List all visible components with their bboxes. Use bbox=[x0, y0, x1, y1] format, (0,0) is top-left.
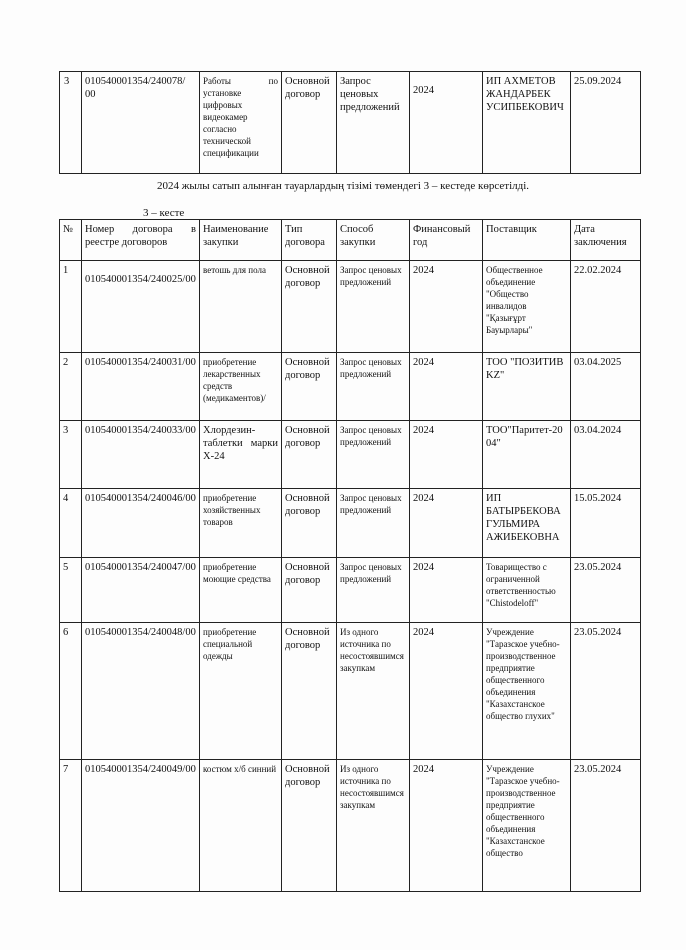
purchase-method: Запрос ценовых предложений bbox=[337, 72, 410, 174]
purchase-name: приобретение хозяйственных товаров bbox=[200, 489, 282, 558]
purchase-name: ветошь для пола bbox=[200, 261, 282, 353]
contract-date: 15.05.2024 bbox=[571, 489, 641, 558]
financial-year: 2024 bbox=[410, 489, 483, 558]
contract-date: 23.05.2024 bbox=[571, 760, 641, 892]
contract-date: 23.05.2024 bbox=[571, 623, 641, 760]
contract-type: Основной договор bbox=[282, 261, 337, 353]
purchase-method: Запрос ценовых предложений bbox=[337, 489, 410, 558]
purchase-name: приобретение лекарственных средств (медикаментов)/ bbox=[200, 353, 282, 421]
purchase-method: Запрос ценовых предложений bbox=[337, 421, 410, 489]
contract-type: Основной договор bbox=[282, 72, 337, 174]
row-number: 3 bbox=[60, 421, 82, 489]
purchases-table bbox=[59, 219, 641, 892]
table-row bbox=[60, 623, 641, 760]
supplier: Общественное объединение "Общество инвалидов "Қазығұрт Бауырлары" bbox=[483, 261, 571, 353]
financial-year: 2024 bbox=[410, 353, 483, 421]
contract-type: Основной договор bbox=[282, 623, 337, 760]
purchase-name: костюм х/б синний bbox=[200, 760, 282, 892]
contract-number: 010540001354/240048/00 bbox=[82, 623, 200, 760]
contract-number: 010540001354/240047/00 bbox=[82, 558, 200, 623]
supplier: ТОО"Паритет-2004" bbox=[483, 421, 571, 489]
purchase-name: Хлордезин-таблетки марки Х-24 bbox=[200, 421, 282, 489]
table-row bbox=[60, 72, 641, 174]
table-row bbox=[60, 353, 641, 421]
table-row bbox=[60, 421, 641, 489]
contract-type: Основной договор bbox=[282, 489, 337, 558]
financial-year: 2024 bbox=[410, 261, 483, 353]
purchase-method: Из одного источника по несостоявшимся закупкам bbox=[337, 623, 410, 760]
contract-type: Основной договор bbox=[282, 558, 337, 623]
financial-year: 2024 bbox=[410, 421, 483, 489]
supplier: ИП АХМЕТОВ ЖАНДАРБЕК УСИПБЕКОВИЧ bbox=[483, 72, 571, 174]
supplier: Учреждение "Таразское учебно-производственное предприятие общественного объединения "Казахстанское общество bbox=[483, 760, 571, 892]
contract-type: Основной договор bbox=[282, 421, 337, 489]
table-row bbox=[60, 261, 641, 353]
supplier: Учреждение "Таразское учебно-производственное предприятие общественного объединения "Казахстанское общество глухих" bbox=[483, 623, 571, 760]
purchase-name: приобретение моющие средства bbox=[200, 558, 282, 623]
header-date: Дата заключения bbox=[571, 220, 641, 261]
table-number: 3 – кесте bbox=[143, 207, 185, 219]
contract-number: 010540001354/240046/00 bbox=[82, 489, 200, 558]
purchase-name: Работы по установке цифровых видеокамер согласно технической спецификации bbox=[200, 72, 282, 174]
table-row bbox=[60, 760, 641, 892]
header-type: Тип договора bbox=[282, 220, 337, 261]
financial-year: 2024 bbox=[410, 760, 483, 892]
previous-table-continuation bbox=[59, 71, 641, 174]
row-number: 6 bbox=[60, 623, 82, 760]
contract-date: 23.05.2024 bbox=[571, 558, 641, 623]
row-number: 5 bbox=[60, 558, 82, 623]
purchase-method: Запрос ценовых предложений bbox=[337, 558, 410, 623]
contract-number: 010540001354/240031/00 bbox=[82, 353, 200, 421]
contract-number: 010540001354/240078/ 00 bbox=[82, 72, 200, 174]
contract-type: Основной договор bbox=[282, 353, 337, 421]
financial-year: 2024 bbox=[410, 72, 483, 174]
table-header-row bbox=[60, 220, 641, 261]
contract-date: 03.04.2024 bbox=[571, 421, 641, 489]
contract-number: 010540001354/240025/00 bbox=[82, 261, 200, 353]
purchase-method: Запрос ценовых предложений bbox=[337, 353, 410, 421]
header-supplier: Поставщик bbox=[483, 220, 571, 261]
table-row bbox=[60, 558, 641, 623]
header-name: Наименование закупки bbox=[200, 220, 282, 261]
purchase-name: приобретение специальной одежды bbox=[200, 623, 282, 760]
contract-number: 010540001354/240033/00 bbox=[82, 421, 200, 489]
contract-date: 03.04.2025 bbox=[571, 353, 641, 421]
purchase-method: Запрос ценовых предложений bbox=[337, 261, 410, 353]
table-row bbox=[60, 489, 641, 558]
header-num: № bbox=[60, 220, 82, 261]
header-year: Финансовый год bbox=[410, 220, 483, 261]
supplier: Товарищество с ограниченной ответственностью "Chistodeloff" bbox=[483, 558, 571, 623]
row-number: 7 bbox=[60, 760, 82, 892]
contract-date: 22.02.2024 bbox=[571, 261, 641, 353]
table-caption: 2024 жылы сатып алынған тауарлардың тізімі төмендегі 3 – кестеде көрсетілді. bbox=[156, 180, 530, 192]
supplier: ИП БАТЫРБЕКОВА ГУЛЬМИРА АЖИБЕКОВНА bbox=[483, 489, 571, 558]
supplier: ТОО "ПОЗИТИВ KZ" bbox=[483, 353, 571, 421]
purchase-method: Из одного источника по несостоявшимся закупкам bbox=[337, 760, 410, 892]
financial-year: 2024 bbox=[410, 558, 483, 623]
row-number: 4 bbox=[60, 489, 82, 558]
contract-type: Основной договор bbox=[282, 760, 337, 892]
header-method: Способ закупки bbox=[337, 220, 410, 261]
row-number: 1 bbox=[60, 261, 82, 353]
contract-number: 010540001354/240049/00 bbox=[82, 760, 200, 892]
financial-year: 2024 bbox=[410, 623, 483, 760]
row-number: 2 bbox=[60, 353, 82, 421]
row-number: 3 bbox=[60, 72, 82, 174]
contract-date: 25.09.2024 bbox=[571, 72, 641, 174]
header-contract: Номер договора в реестре договоров bbox=[82, 220, 200, 261]
